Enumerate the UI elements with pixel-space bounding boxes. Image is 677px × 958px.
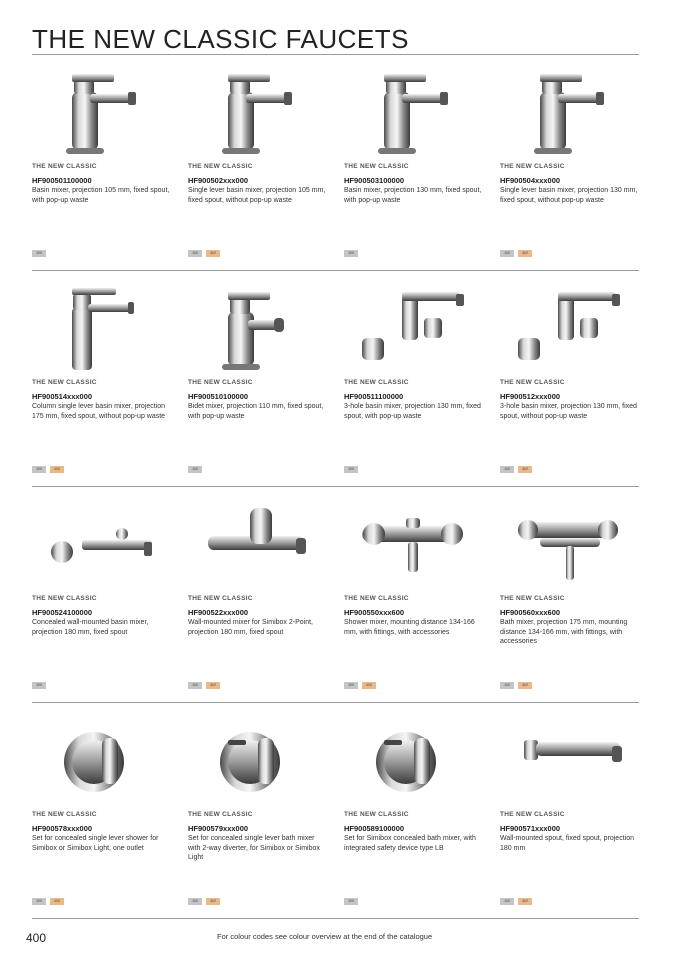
- product-description: Basin mixer, projection 105 mm, fixed spout, with pop-up waste: [32, 187, 170, 204]
- product-description: Set for Simibox concealed bath mixer, with integrated safety device type LB: [344, 835, 476, 852]
- colour-code-badge: 402: [518, 466, 532, 473]
- colour-code-badge: 402: [50, 466, 64, 473]
- product-description: 3-hole basin mixer, projection 130 mm, fixed spout, without pop-up waste: [500, 403, 637, 420]
- colour-codes: [188, 466, 202, 473]
- product-description: Column single lever basin mixer, projection 175 mm, fixed spout, without pop-up waste: [32, 403, 166, 420]
- colour-codes: [32, 250, 46, 257]
- colour-codes: [344, 682, 376, 689]
- colour-code-badge: 402: [362, 682, 376, 689]
- page-number: 400: [26, 931, 47, 945]
- product-code: HF900504xxx000: [500, 176, 561, 185]
- colour-codes: [500, 250, 532, 257]
- product-series: THE NEW CLASSIC: [32, 595, 97, 602]
- product-description: 3-hole basin mixer, projection 130 mm, fixed spout, with pop-up waste: [344, 403, 481, 420]
- colour-code-badge: 100: [500, 250, 514, 257]
- product-series: THE NEW CLASSIC: [500, 379, 565, 386]
- product-code: HF900503100000: [344, 176, 405, 185]
- concealed-shower-set-icon: [32, 710, 162, 804]
- colour-codes: [344, 898, 358, 905]
- product-card: [500, 704, 645, 920]
- product-row: [32, 704, 639, 920]
- product-series: THE NEW CLASSIC: [32, 163, 97, 170]
- product-row: [32, 272, 639, 488]
- product-series: THE NEW CLASSIC: [344, 163, 409, 170]
- colour-code-badge: 100: [500, 682, 514, 689]
- product-description: Set for concealed single lever bath mixer with 2-way diverter, for Simibox or Simibox Light: [188, 835, 320, 861]
- product-card: [344, 488, 489, 704]
- page-title: THE NEW CLASSIC FAUCETS: [32, 24, 409, 54]
- colour-code-badge: 100: [500, 466, 514, 473]
- basin-mixer-icon: [32, 62, 162, 156]
- product-card: [344, 56, 489, 272]
- product-code: HF900502xxx000: [188, 176, 249, 185]
- colour-code-badge: 100: [500, 898, 514, 905]
- colour-code-badge: 402: [50, 898, 64, 905]
- product-series: THE NEW CLASSIC: [344, 379, 409, 386]
- colour-codes: [32, 682, 46, 689]
- product-series: THE NEW CLASSIC: [188, 595, 253, 602]
- colour-code-badge: 100: [344, 898, 358, 905]
- colour-codes: [32, 898, 64, 905]
- product-series: THE NEW CLASSIC: [32, 379, 97, 386]
- colour-code-badge: 402: [206, 250, 220, 257]
- product-description: Single lever basin mixer, projection 105 mm, fixed spout, without pop-up waste: [188, 187, 326, 204]
- product-description: Single lever basin mixer, projection 130 mm, fixed spout, without pop-up waste: [500, 187, 638, 204]
- product-series: THE NEW CLASSIC: [344, 595, 409, 602]
- product-series: THE NEW CLASSIC: [188, 379, 253, 386]
- product-code: HF900560xxx600: [500, 608, 561, 617]
- product-description: Wall-mounted spout, fixed spout, projection 180 mm: [500, 835, 634, 852]
- product-card: [500, 56, 645, 272]
- shower-mixer-icon: [344, 494, 474, 588]
- colour-codes: [500, 466, 532, 473]
- wall-spout-icon: [500, 710, 630, 804]
- product-series: THE NEW CLASSIC: [344, 811, 409, 818]
- product-code: HF900512xxx000: [500, 392, 561, 401]
- product-code: HF900578xxx000: [32, 824, 93, 833]
- colour-code-badge: 100: [32, 250, 46, 257]
- colour-codes: [344, 466, 358, 473]
- product-code: HF900501100000: [32, 176, 92, 185]
- wall-mixer-simibox-icon: [188, 494, 318, 588]
- product-card: [188, 704, 333, 920]
- product-code: HF900514xxx000: [32, 392, 93, 401]
- product-series: THE NEW CLASSIC: [188, 163, 253, 170]
- product-series: THE NEW CLASSIC: [32, 811, 97, 818]
- colour-code-badge: 100: [188, 898, 202, 905]
- colour-code-badge: 100: [32, 682, 46, 689]
- product-card: [188, 272, 333, 488]
- product-card: [32, 56, 177, 272]
- product-code: HF900522xxx000: [188, 608, 249, 617]
- product-description: Bidet mixer, projection 110 mm, fixed spout, with pop-up waste: [188, 403, 324, 420]
- product-description: Set for concealed single lever shower for Simibox or Simibox Light, one outlet: [32, 835, 159, 852]
- product-code: HF900571xxx000: [500, 824, 561, 833]
- product-code: HF900579xxx000: [188, 824, 249, 833]
- product-card: [32, 488, 177, 704]
- column-mixer-icon: [32, 278, 162, 372]
- product-code: HF900550xxx600: [344, 608, 405, 617]
- colour-code-badge: 402: [518, 682, 532, 689]
- product-code: HF900524100000: [32, 608, 93, 617]
- product-description: Basin mixer, projection 130 mm, fixed spout, with pop-up waste: [344, 187, 482, 204]
- colour-code-badge: 100: [188, 682, 202, 689]
- colour-codes: [188, 250, 220, 257]
- colour-code-badge: 100: [188, 250, 202, 257]
- product-row: [32, 56, 639, 272]
- product-series: THE NEW CLASSIC: [500, 595, 565, 602]
- colour-code-badge: 100: [32, 466, 46, 473]
- colour-code-badge: 100: [344, 682, 358, 689]
- colour-codes: [188, 898, 220, 905]
- product-description: Wall-mounted mixer for Simibox 2-Point, projection 180 mm, fixed spout: [188, 619, 314, 636]
- basin-mixer-icon: [188, 62, 318, 156]
- concealed-bath-set-icon: [344, 710, 474, 804]
- colour-code-badge: 100: [32, 898, 46, 905]
- colour-codes: [500, 898, 532, 905]
- concealed-bath-set-icon: [188, 710, 318, 804]
- product-grid: [32, 56, 639, 920]
- product-card: [500, 272, 645, 488]
- colour-code-badge: 402: [518, 898, 532, 905]
- product-description: Shower mixer, mounting distance 134-166 mm, with fittings, with accessories: [344, 619, 475, 636]
- basin-mixer-icon: [500, 62, 630, 156]
- colour-code-badge: 402: [206, 682, 220, 689]
- product-description: Bath mixer, projection 175 mm, mounting distance 134-166 mm, with fittings, with accessories: [500, 619, 628, 645]
- colour-codes: [188, 682, 220, 689]
- bidet-mixer-icon: [188, 278, 318, 372]
- product-card: [500, 488, 645, 704]
- colour-code-badge: 402: [206, 898, 220, 905]
- basin-mixer-icon: [344, 62, 474, 156]
- three-hole-mixer-icon: [500, 278, 630, 372]
- product-card: [344, 704, 489, 920]
- product-description: Concealed wall-mounted basin mixer, projection 180 mm, fixed spout: [32, 619, 149, 636]
- product-row: [32, 488, 639, 704]
- product-code: HF900511100000: [344, 392, 404, 401]
- footer-note: For colour codes see colour overview at the end of the catalogue: [217, 932, 433, 941]
- colour-codes: [32, 466, 64, 473]
- product-card: [32, 704, 177, 920]
- bath-mixer-icon: [500, 494, 630, 588]
- three-hole-mixer-icon: [344, 278, 474, 372]
- product-card: [188, 488, 333, 704]
- colour-code-badge: 100: [344, 250, 358, 257]
- product-series: THE NEW CLASSIC: [500, 163, 565, 170]
- colour-code-badge: 100: [188, 466, 202, 473]
- product-card: [32, 272, 177, 488]
- colour-code-badge: 402: [518, 250, 532, 257]
- colour-codes: [500, 682, 532, 689]
- colour-codes: [344, 250, 358, 257]
- colour-code-badge: 100: [344, 466, 358, 473]
- wall-basin-mixer-icon: [32, 494, 162, 588]
- product-card: [344, 272, 489, 488]
- header-divider: [32, 54, 639, 55]
- product-series: THE NEW CLASSIC: [500, 811, 565, 818]
- product-code: HF900510100000: [188, 392, 249, 401]
- product-card: [188, 56, 333, 272]
- product-code: HF900589100000: [344, 824, 405, 833]
- product-series: THE NEW CLASSIC: [188, 811, 253, 818]
